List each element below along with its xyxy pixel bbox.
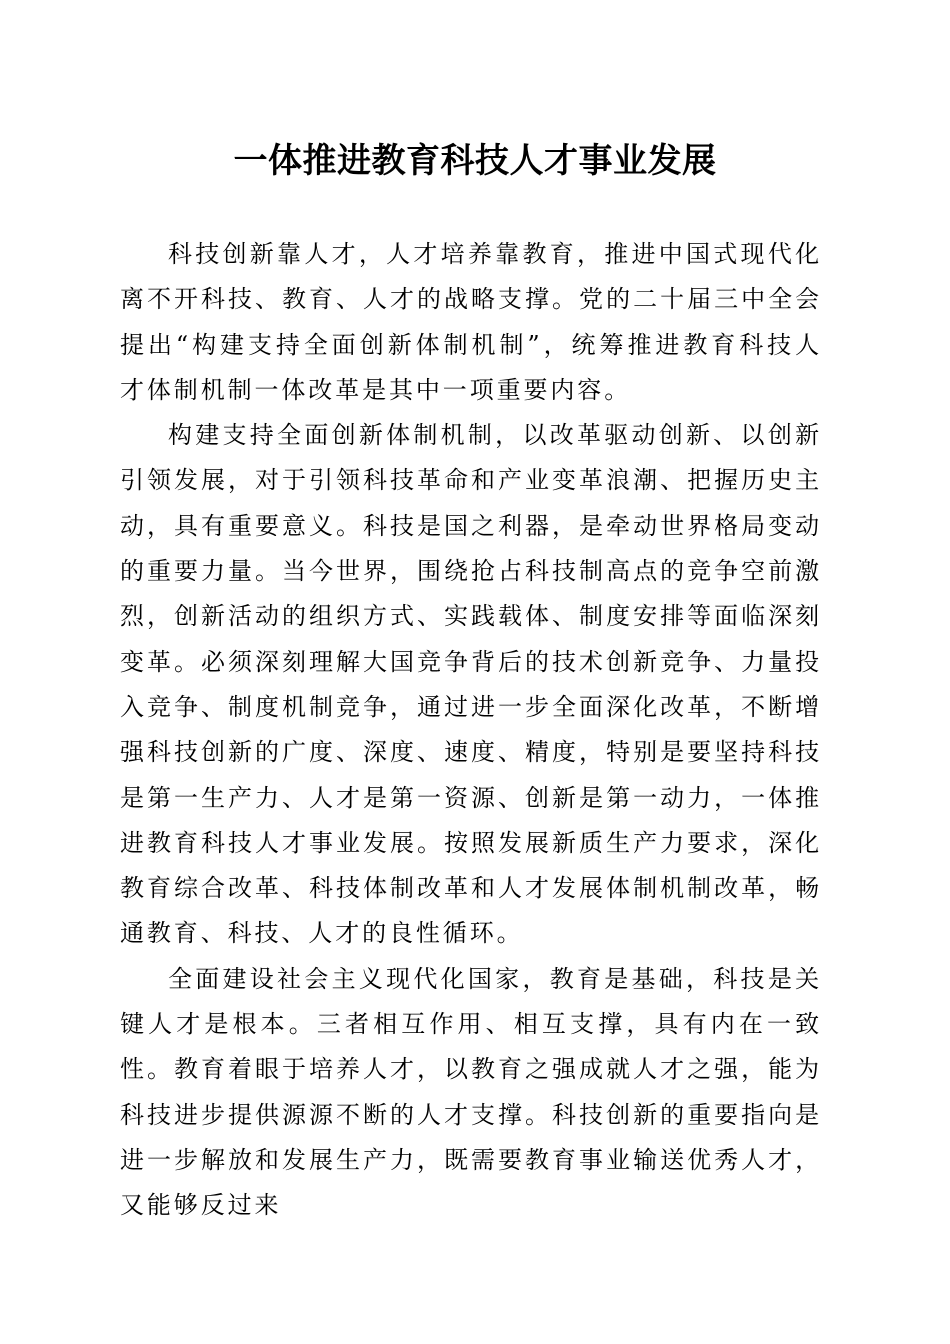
document-body — [120, 232, 822, 1229]
paragraph-1: 科技创新靠人才，人才培养靠教育，推进中国式现代化离不开科技、教育、人才的战略支撑。党的二十届三中全会提出“构建支持全面创新体制机制”，统筹推进教育科技人才体制机制一体改革是其中一项重要内容。 — [120, 240, 822, 404]
paragraph-3: 全面建设社会主义现代化国家，教育是基础，科技是关键人才是根本。三者相互作用、相互支撑，具有内在一致性。教育着眼于培养人才，以教育之强成就人才之强，能为科技进步提供源源不断的人才支撑。科技创新的重要指向是进一步解放和发展生产力，既需要教育事业输送优秀人才，又能够反过来 — [120, 964, 822, 1220]
document-title: 一体推进教育科技人才事业发展 — [233, 141, 717, 181]
paragraph-2: 构建支持全面创新体制机制，以改革驱动创新、以创新引领发展，对于引领科技革命和产业变革浪潮、把握历史主动，具有重要意义。科技是国之利器，是牵动世界格局变动的重要力量。当今世界，围绕抢占科技制高点的竞争空前激烈，创新活动的组织方式、实践载体、制度安排等面临深刻变革。必须深刻理解大国竞争背后的技术创新竞争、力量投入竞争、制度机制竞争，通过进一步全面深化改革，不断增强科技创新的广度、深度、速度、精度，特别是要坚持科技是第一生产力、人才是第一资源、创新是第一动力，一体推进教育科技人才事业发展。按照发展新质生产力要求，深化教育综合改革、科技体制改革和人才发展体制机制改革，畅通教育、科技、人才的良性循环。 — [120, 421, 822, 948]
